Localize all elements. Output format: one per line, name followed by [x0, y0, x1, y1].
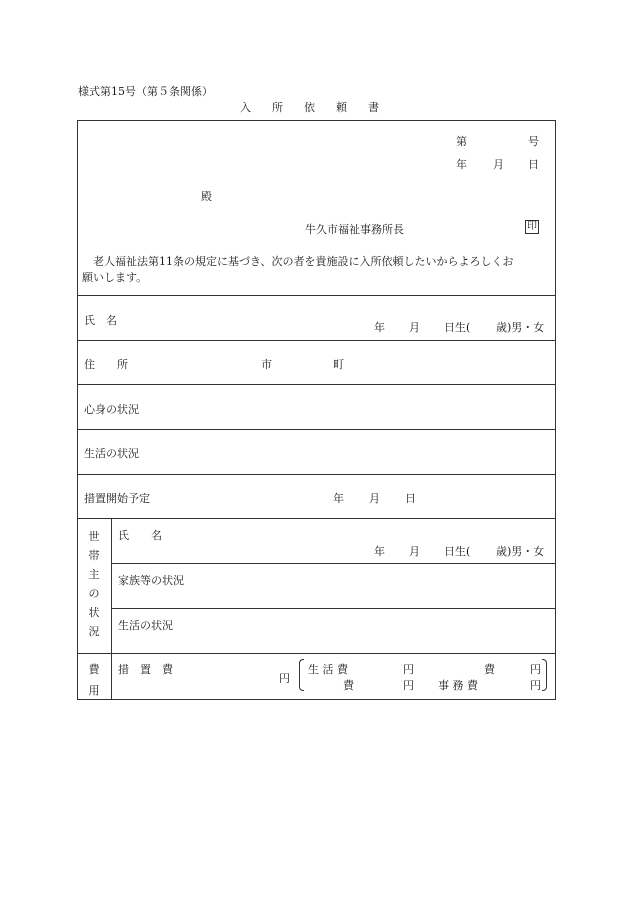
request-text-line2: 願いします。	[82, 271, 148, 284]
cost-label-1: 費	[484, 663, 495, 676]
row-divider	[77, 429, 556, 430]
column-divider	[111, 518, 112, 700]
household-name-label: 氏 名	[118, 529, 162, 542]
cost-label	[84, 659, 104, 701]
address-label: 住 所	[84, 358, 128, 371]
household-label	[84, 527, 104, 641]
vertical-char: 状	[88, 606, 100, 619]
household-birth-month: 月	[409, 545, 420, 558]
cost-label-2: 費	[343, 679, 354, 692]
title-char: 書	[368, 101, 379, 114]
measure-cost-yen: 円	[279, 672, 290, 685]
row-divider	[77, 474, 556, 475]
cost-yen-1: 円	[530, 663, 541, 676]
seal-mark: 印	[527, 221, 537, 232]
date-month: 月	[493, 158, 504, 171]
date-year: 年	[456, 158, 467, 171]
household-life-label: 生活の状況	[118, 619, 173, 632]
title-char: 頼	[336, 101, 347, 114]
title-char: 所	[272, 101, 283, 114]
row-divider	[111, 608, 556, 609]
start-label: 措置開始予定	[84, 492, 150, 505]
address-town: 町	[333, 358, 344, 371]
request-text-line1: 老人福祉法第11条の規定に基づき、次の者を貴施設に入所依頼したいからよろしくお	[93, 255, 514, 268]
title-char: 依	[304, 101, 315, 114]
vertical-char: 帯	[88, 549, 100, 562]
start-month: 月	[369, 492, 380, 505]
mind-body-label: 心身の状況	[84, 403, 139, 416]
brace-left	[299, 659, 304, 691]
birth-year: 年	[374, 321, 385, 334]
row-divider	[77, 340, 556, 341]
age-sex: 歳)男・女	[496, 321, 545, 334]
office-head: 牛久市福祉事務所長	[305, 223, 404, 236]
form-frame	[77, 120, 556, 700]
row-divider	[77, 384, 556, 385]
row-divider	[111, 563, 556, 564]
household-birth-day: 日生(	[444, 545, 471, 558]
birth-day: 日生(	[444, 321, 471, 334]
office-cost-label: 事 務 費	[438, 679, 478, 692]
name-label: 氏 名	[84, 314, 117, 327]
family-label: 家族等の状況	[118, 574, 184, 587]
start-day: 日	[405, 492, 416, 505]
cost-yen-2: 円	[403, 679, 414, 692]
title-char: 入	[240, 101, 251, 114]
row-divider	[77, 653, 556, 654]
document-title	[240, 99, 400, 115]
row-divider	[77, 295, 556, 296]
vertical-char: 用	[88, 684, 100, 697]
office-cost-yen: 円	[530, 679, 541, 692]
vertical-char: 況	[88, 625, 100, 638]
brace-right	[542, 659, 547, 691]
vertical-char: 費	[88, 663, 100, 676]
measure-cost-label: 措 置 費	[118, 663, 173, 676]
birth-month: 月	[409, 321, 420, 334]
household-birth-year: 年	[374, 545, 385, 558]
life-label: 生活の状況	[84, 447, 139, 460]
vertical-char: 世	[88, 530, 100, 543]
form-number: 様式第15号（第５条関係）	[78, 85, 213, 98]
number-prefix: 第	[456, 135, 467, 148]
start-year: 年	[333, 492, 344, 505]
household-age-sex: 歳)男・女	[496, 545, 545, 558]
vertical-char: 主	[88, 568, 100, 581]
number-suffix: 号	[528, 135, 539, 148]
addressee-honorific: 殿	[201, 190, 212, 203]
vertical-char: の	[88, 587, 100, 600]
row-divider	[77, 518, 556, 519]
date-day: 日	[528, 158, 539, 171]
living-cost-yen: 円	[403, 663, 414, 676]
address-city: 市	[261, 358, 272, 371]
living-cost-label: 生 活 費	[308, 663, 348, 676]
